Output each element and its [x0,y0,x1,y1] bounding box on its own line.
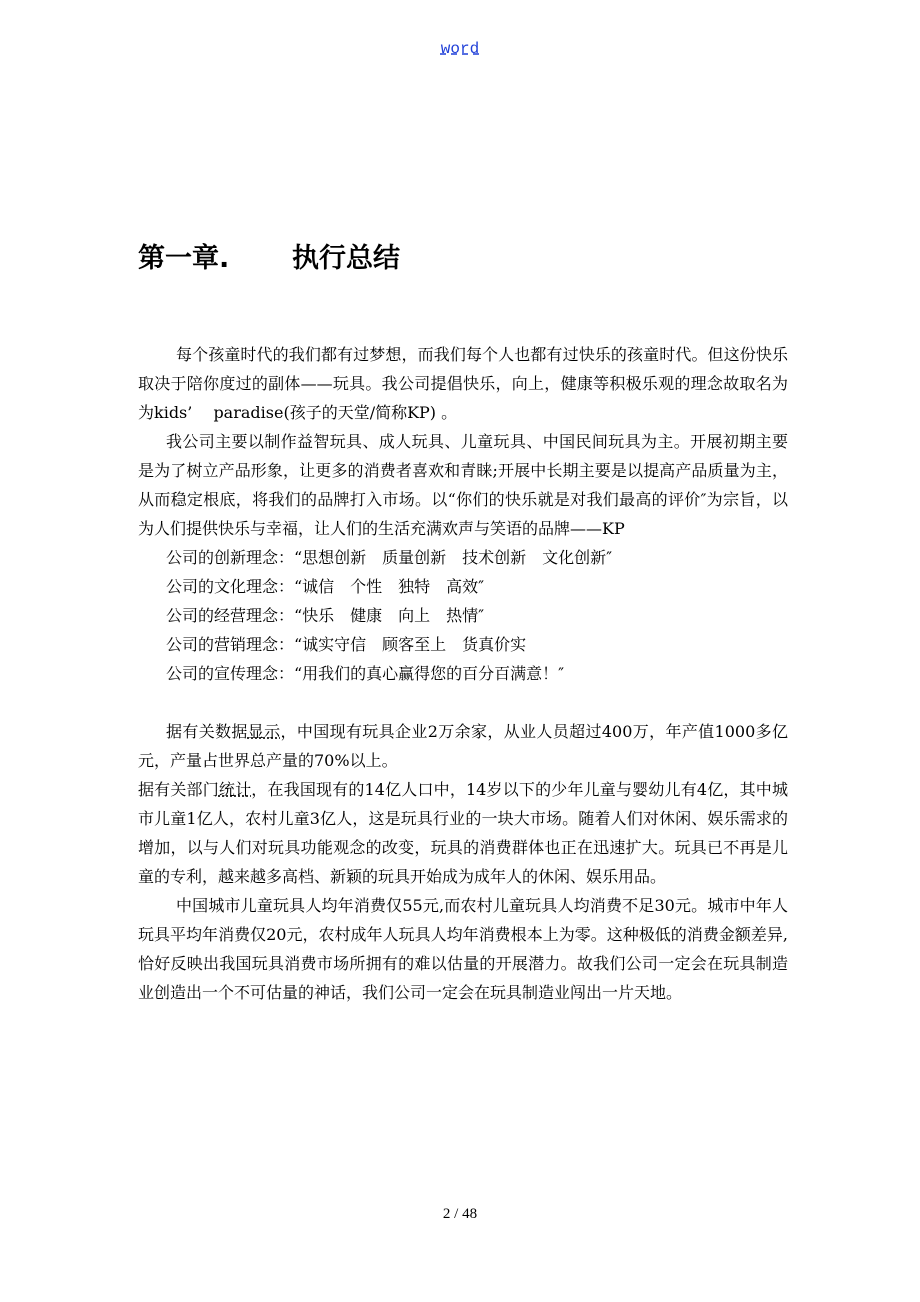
header-word-link[interactable]: word [440,40,480,58]
document-body [138,340,788,1007]
paragraph-industry-data: 据有关数据显示，中国现有玩具企业2万余家，从业人员超过400万，年产值1000多亿元，产量占世界总产量的70%以上。 [138,722,788,770]
paragraph-population-stats: 据有关部门统计，在我国现有的14亿人口中，14岁以下的少年儿童与婴幼儿有4亿，其中城市儿童1亿人，农村儿童3亿人，这是玩具行业的一块大市场。随着人们对休闲、娱乐需求的增加，以与人们对玩具功能观念的改变，玩具的消费群体也正在迅速扩大。玩具已不再是儿童的专利，越来越多高档、新颖的玩具开始成为成年人的休闲、娱乐用品。 [138,780,788,886]
chapter-number: 第一章. [138,243,230,274]
motto-innovation: 公司的创新理念：“思想创新 质量创新 技术创新 文化创新″ [166,548,613,567]
page-number: 2 / 48 [442,1206,478,1222]
paragraph-consumption: 中国城市儿童玩具人均年消费仅55元,而农村儿童玩具人均消费不足30元。城市中年人玩具平均年消费仅20元，农村成年人玩具人均年消费根本上为零。这种极低的消费金额差异,恰好反映出我国玩具消费市场所拥有的难以估量的开展潜力。故我们公司一定会在玩具制造业创造出一个不可估量的神话，我们公司一定会在玩具制造业闯出一片天地。 [138,896,788,1002]
underlined-word-tongji: 统计 [218,780,252,799]
paragraph-intro: 每个孩童时代的我们都有过梦想，而我们每个人也都有过快乐的孩童时代。但这份快乐取决于陪你度过的副体——玩具。我公司提倡快乐，向上，健康等积极乐观的理念故取名为为kids’ paradise(孩子的天堂/简称KP) 。 [138,345,788,422]
motto-marketing: 公司的营销理念：“诚实守信 顾客至上 货真价实 [166,635,527,654]
underlined-word-xianshi: 显示 [247,722,281,741]
motto-culture: 公司的文化理念：“诚信 个性 独特 高效″ [166,577,485,596]
motto-promotion: 公司的宣传理念：“用我们的真心赢得您的百分百满意！″ [166,664,565,683]
paragraph-business-scope: 我公司主要以制作益智玩具、成人玩具、儿童玩具、中国民间玩具为主。开展初期主要是为了树立产品形象，让更多的消费者喜欢和青睐;开展中长期主要是以提高产品质量为主，从而稳定根底，将我们的品牌打入市场。以“你们的快乐就是对我们最高的评价″为宗旨，以为人们提供快乐与幸福，让人们的生活充满欢声与笑语的品牌——KP [138,432,788,538]
motto-operation: 公司的经营理念：“快乐 健康 向上 热情″ [166,606,485,625]
chapter-heading [138,236,798,275]
paragraph-spacer [138,688,788,717]
chapter-title: 执行总结 [292,243,400,274]
